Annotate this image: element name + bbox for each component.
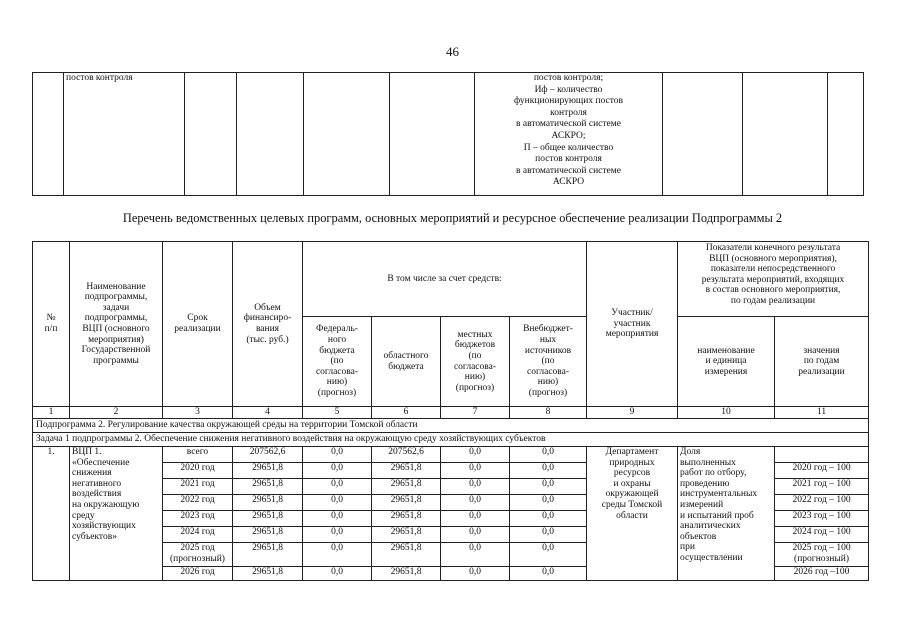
term-cell: 2021 год (163, 479, 233, 495)
column-number: 3 (163, 407, 233, 419)
indicator-value-cell: 2022 год – 100 (775, 495, 869, 511)
indicator-value-cell: 2023 год – 100 (775, 511, 869, 527)
offbudget-cell: 0,0 (510, 543, 587, 567)
volume-cell: 207562,6 (233, 447, 303, 463)
regional-cell: 29651,8 (372, 495, 441, 511)
indicator-name-cell: Доля выполненных работ по отбору, проведению инструментальных измерений и испытаний проб аналитических объектов при осуществлении (678, 447, 775, 581)
cont-cell-10 (828, 73, 864, 196)
federal-cell: 0,0 (303, 511, 372, 527)
offbudget-cell: 0,0 (510, 495, 587, 511)
indicator-value-cell: 2020 год – 100 (775, 463, 869, 479)
cont-cell-4 (237, 73, 304, 196)
header-volume: Объем финансиро- вания (тыс. руб.) (233, 242, 303, 407)
term-cell: 2025 год (прогнозный) (163, 543, 233, 567)
federal-cell: 0,0 (303, 495, 372, 511)
federal-cell: 0,0 (303, 447, 372, 463)
indicator-value-cell: 2021 год – 100 (775, 479, 869, 495)
header-sources: В том числе за счет средств: (303, 242, 587, 317)
vcp-number: 1. (33, 447, 70, 581)
offbudget-cell: 0,0 (510, 479, 587, 495)
section-title: Перечень ведомственных целевых программ, основных мероприятий и ресурсное обеспечение реализации Подпрограммы 2 (122, 211, 783, 225)
regional-cell: 29651,8 (372, 511, 441, 527)
indicator-value-cell: 2024 год – 100 (775, 527, 869, 543)
header-name: Наименование подпрограммы, задачи подпрограммы, ВЦП (основного мероприятия) Государственной программы (70, 242, 163, 407)
cont-cell-1 (33, 73, 64, 196)
federal-cell: 0,0 (303, 479, 372, 495)
term-cell: всего (163, 447, 233, 463)
local-cell: 0,0 (441, 567, 510, 581)
volume-cell: 29651,8 (233, 463, 303, 479)
term-cell: 2023 год (163, 511, 233, 527)
participant-cell: Департамент природных ресурсов и охраны окружающей среды Томской области (587, 447, 678, 581)
column-number: 8 (510, 407, 587, 419)
offbudget-cell: 0,0 (510, 511, 587, 527)
volume-cell: 29651,8 (233, 527, 303, 543)
column-number: 5 (303, 407, 372, 419)
volume-cell: 29651,8 (233, 511, 303, 527)
term-cell: 2024 год (163, 527, 233, 543)
regional-cell: 29651,8 (372, 479, 441, 495)
vcp-name: ВЦП 1. «Обеспечение снижения негативного воздействия на окружающую среду хозяйствующих субъектов» (70, 447, 163, 581)
continuation-table (32, 72, 864, 196)
local-cell: 0,0 (441, 527, 510, 543)
volume-cell: 29651,8 (233, 479, 303, 495)
column-number: 11 (775, 407, 869, 419)
header-offbudget: Внебюджет- ных источников (по согласова- нию) (прогноз) (510, 317, 587, 407)
term-cell: 2022 год (163, 495, 233, 511)
regional-cell: 29651,8 (372, 567, 441, 581)
federal-cell: 0,0 (303, 527, 372, 543)
local-cell: 0,0 (441, 479, 510, 495)
column-number: 10 (678, 407, 775, 419)
page-number: 46 (446, 44, 459, 59)
indicator-value-cell (775, 447, 869, 463)
federal-cell: 0,0 (303, 567, 372, 581)
volume-cell: 29651,8 (233, 543, 303, 567)
regional-cell: 207562,6 (372, 447, 441, 463)
offbudget-cell: 0,0 (510, 463, 587, 479)
header-term: Срок реализации (163, 242, 233, 407)
header-participant: Участник/ участник мероприятия (587, 242, 678, 407)
cont-cell-8 (663, 73, 743, 196)
cont-cell-6 (390, 73, 475, 196)
federal-cell: 0,0 (303, 463, 372, 479)
column-number: 2 (70, 407, 163, 419)
header-local: местных бюджетов (по согласова- нию) (прогноз) (441, 317, 510, 407)
offbudget-cell: 0,0 (510, 527, 587, 543)
volume-cell: 29651,8 (233, 567, 303, 581)
header-indicator-name: наименование и единица измерения (678, 317, 775, 407)
cont-cell-2: постов контроля (64, 73, 185, 196)
local-cell: 0,0 (441, 447, 510, 463)
column-number: 1 (33, 407, 70, 419)
header-federal: Федераль- ного бюджета (по согласова- нию) (прогноз) (303, 317, 372, 407)
regional-cell: 29651,8 (372, 463, 441, 479)
offbudget-cell: 0,0 (510, 447, 587, 463)
volume-cell: 29651,8 (233, 495, 303, 511)
header-indicator-values: значения по годам реализации (775, 317, 869, 407)
header-indicators: Показатели конечного результата ВЦП (основного мероприятия), показатели непосредственного результата мероприятий, входящих в состав основного мероприятия, по годам реализации (678, 242, 869, 317)
indicator-value-cell: 2025 год – 100 (прогнозный) (775, 543, 869, 567)
subprogram-table (32, 241, 869, 581)
offbudget-cell: 0,0 (510, 567, 587, 581)
local-cell: 0,0 (441, 495, 510, 511)
cont-cell-5 (304, 73, 390, 196)
federal-cell: 0,0 (303, 543, 372, 567)
indicator-value-cell: 2026 год –100 (775, 567, 869, 581)
regional-cell: 29651,8 (372, 527, 441, 543)
cont-cell-3 (185, 73, 237, 196)
column-number: 4 (233, 407, 303, 419)
cont-cell-7: постов контроля; Иф – количество функционирующих постов контроля в автоматической системе АСКРО; П – общее количество постов контроля в автоматической системе АСКРО (475, 73, 663, 196)
column-number: 7 (441, 407, 510, 419)
header-num: № п/п (33, 242, 70, 407)
regional-cell: 29651,8 (372, 543, 441, 567)
task-row: Задача 1 подпрограммы 2. Обеспечение снижения негативного воздействия на окружающую среду хозяйствующих субъектов (33, 433, 869, 447)
local-cell: 0,0 (441, 511, 510, 527)
column-number: 9 (587, 407, 678, 419)
cont-cell-9 (743, 73, 828, 196)
header-regional: областного бюджета (372, 317, 441, 407)
subprogram-row: Подпрограмма 2. Регулирование качества окружающей среды на территории Томской области (33, 419, 869, 433)
column-number: 6 (372, 407, 441, 419)
local-cell: 0,0 (441, 463, 510, 479)
local-cell: 0,0 (441, 543, 510, 567)
term-cell: 2020 год (163, 463, 233, 479)
term-cell: 2026 год (163, 567, 233, 581)
